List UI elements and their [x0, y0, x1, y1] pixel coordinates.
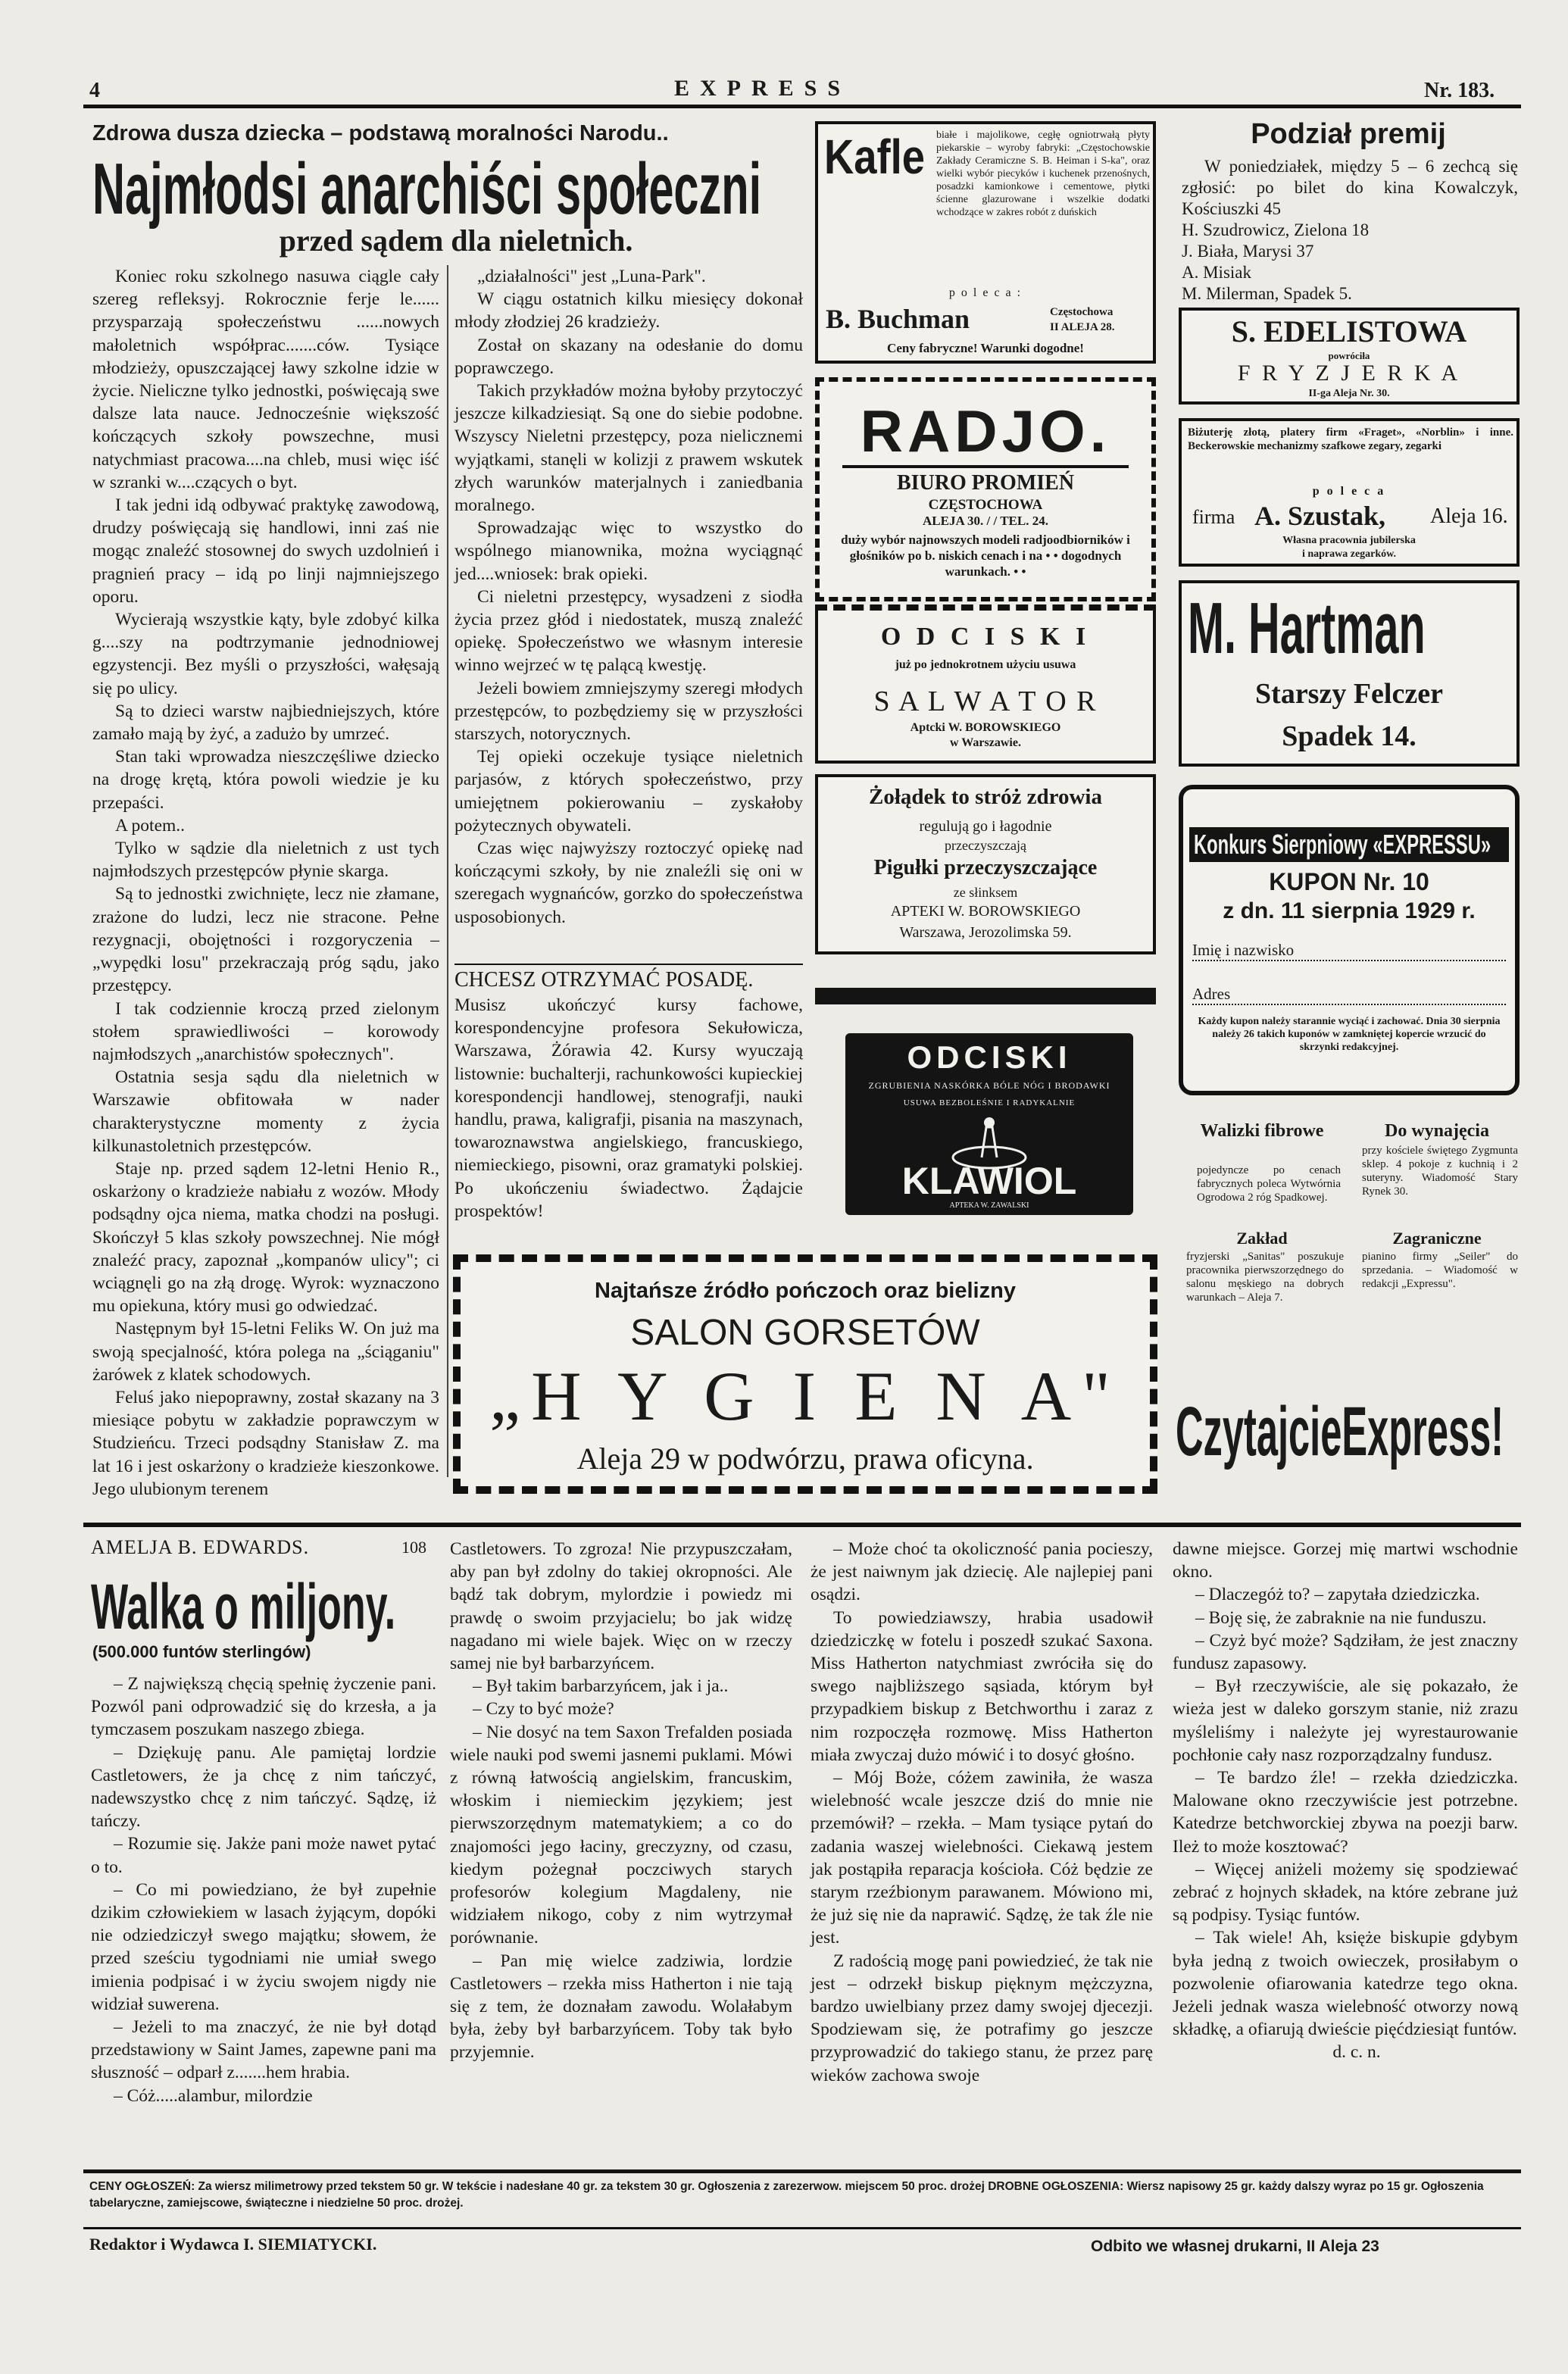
serial-continued: d. c. n. — [1332, 2042, 1381, 2063]
serial-paragraph: – Co mi powiedziano, że był zupełnie dzikim człowiekiem w lasach żyjącym, dopóki nie odziedziczył swego majątku; słowem, że przed sześciu tygodniami nie umiał swego imienia podpisać i w życiu swojem nigdy nie widział suwerena. — [91, 1879, 436, 2014]
story-paragraph: Wycierają wszystkie kąty, byle zdobyć kilka g....szy na podtrzymanie jednodniowej egzystencji. Bez myśli o przyszłości, wałęsają się po ulicy. — [92, 610, 439, 698]
ad-radjo-firm: BIURO PROMIEŃ — [896, 471, 1075, 495]
serial-paragraph: – Jeżeli to ma znaczyć, że nie był dotąd przedstawiony w Saint James, zapewne pani ma słuszność – odparł z.......hem hrabia. — [91, 2017, 436, 2083]
czytajcie-wrap — [1176, 1394, 1523, 1470]
ad-zagraniczne-title: Zagraniczne — [1392, 1229, 1482, 1248]
serial-author: AMELJA B. EDWARDS. — [91, 1536, 310, 1558]
story-paragraph: Został on skazany na odesłanie do domu poprawczego. — [454, 335, 803, 378]
notice-posada-text — [454, 994, 803, 1221]
ad-salwator-line: już po jednokrotnem użyciu usuwa — [895, 658, 1076, 671]
column-rule — [447, 265, 448, 1477]
ad-radjo-text: duży wybór najnowszych modeli radjoodbiorników i głośników po b. niskich cenach i na • • dogodnych warunkach. • • — [841, 533, 1130, 579]
serial-paragraph: dawne miejsce. Gorzej mię martwi wschodnie okno. — [1173, 1539, 1518, 1582]
premie-entry: M. Milerman, Spadek 5. — [1182, 284, 1352, 303]
ad-szustak-foot1: Własna pracownia jubilerska — [1282, 535, 1416, 546]
serial-title-wrap — [91, 1573, 439, 1641]
story-column-1 — [92, 265, 439, 1499]
ad-hygiena-salon: SALON GORSETÓW — [630, 1313, 980, 1353]
ad-pigulki-l3: ze słinksem — [953, 885, 1018, 900]
story-paragraph: Sprowadzając więc to wszystko do wspólnego mianownika, można wyciągnąć jed....wniosek: brak opieki. — [454, 518, 803, 584]
serial-subtitle: (500.000 funtów sterlingów) — [92, 1642, 311, 1661]
ad-hygiena-addr: Aleja 29 w podwórzu, prawa oficyna. — [576, 1442, 1034, 1476]
ad-wynajecia-title: Do wynajęcia — [1385, 1121, 1489, 1141]
serial-paragraph: – Był takim barbarzyńcem, jak i ja.. — [473, 1676, 729, 1697]
premie-intro-text: W poniedziałek, między 5 – 6 zechcą się zgłosić: po bilet do kina Kowalczyk, Kościuszki 45 — [1182, 157, 1518, 218]
ad-radjo-title: RADJO. — [860, 398, 1111, 464]
ad-salwator-apt2: w Warszawie. — [950, 736, 1021, 749]
page-number: 4 — [89, 79, 100, 102]
ad-edelistowa — [1179, 308, 1520, 405]
ad-radjo-addr: ALEJA 30. / / TEL. 24. — [923, 514, 1048, 528]
ad-hartman-addr: Spadek 14. — [1282, 720, 1417, 752]
coupon-kupon: KUPON Nr. 10 — [1269, 868, 1429, 895]
story-paragraph: Są to jednostki zwichnięte, lecz nie złamane, zrażone do ludzi, lecz nie stracone. Pełne rezygnacji, obojętności i rozgoryczenia – „wypędki losu" przekraczają próg sądu, jako przestępcy. — [92, 884, 439, 996]
serial-paragraph: – Może choć ta okoliczność pania pocieszy, że jest naiwnym jak dziecię. Ale najlepiej pani osądzi. — [811, 1539, 1153, 1605]
premie-entry: H. Szudrowicz, Zielona 18 — [1182, 220, 1370, 239]
ad-walizki-text: pojedyncze po cenach fabrycznych poleca Wytwórnia Ogrodowa 2 róg Spadkowej. — [1197, 1164, 1341, 1204]
premie-title: Podział premij — [1251, 118, 1446, 150]
footer-prices: CENY OGŁOSZEŃ: Za wiersz milimetrowy przed tekstem 50 gr. W tekście i nadesłane 40 gr. za tekstem 30 gr. Ogłoszenia z zarezerwow. miejscem 50 proc. drożej DROBNE OGŁOSZENIA: Wiersz napisowy 25 gr. każdy dalszy wyraz po 15 gr. Ogłoszenia tabelaryczne, zamiejscowe, świąteczne i niedzielne 50 proc. drożej. — [89, 2180, 1484, 2210]
masthead: EXPRESS — [674, 76, 851, 101]
ad-klawiol-arc: ZGRUBIENIA NASKÓRKA BÓLE NÓG I BRODAWKI — [868, 1080, 1110, 1091]
coupon-date: z dn. 11 sierpnia 1929 r. — [1223, 898, 1476, 923]
serial-column-1 — [91, 1673, 436, 2157]
footer-rule — [83, 2169, 1521, 2173]
ad-klawiol-top: ODCISKI — [907, 1039, 1072, 1075]
serial-episode: 108 — [401, 1538, 426, 1557]
footer-editor: Redaktor i Wydawca I. SIEMIATYCKI. — [89, 2235, 377, 2254]
ad-walizki-title: Walizki fibrowe — [1200, 1121, 1324, 1141]
serial-column-3 — [811, 1538, 1153, 2157]
ad-hygiena — [453, 1254, 1157, 1494]
ad-radjo — [815, 377, 1156, 601]
premie-entry: A. Misiak — [1182, 263, 1251, 282]
ad-kafle-title: Kafle — [824, 130, 926, 184]
ad-edelistowa-name: S. EDELISTOWA — [1231, 314, 1467, 348]
serial-title: Walka o miljony. — [91, 1571, 396, 1642]
ad-salwator-title: O D C I S K I — [880, 623, 1091, 651]
ad-kafle-poleca: p o l e c a : — [948, 286, 1023, 299]
ad-kafle — [815, 121, 1156, 364]
serial-column-4 — [1173, 1538, 1518, 2157]
serial-paragraph: – Cóż.....alambur, milordzie — [114, 2085, 313, 2106]
ad-hartman-name-wrap — [1188, 588, 1513, 669]
ad-klawiol — [845, 1033, 1133, 1215]
ad-salwator — [815, 604, 1156, 764]
story-paragraph: Staje np. przed sądem 12-letni Henio R., oskarżony o kradzieże nabiału z wozów. Młody podsądny ojca niema, matka chodzi na posługi. Skończył 5 klas szkoły powszechnej. Nie mógł znaleźć pracy, zapoznał „kompanów ulicy"; ci wciągnęli go na złą drogę. Wyrok: wyznaczono mu opiekuna, który musi go odwiedzać. — [92, 1158, 439, 1317]
story-paragraph: Jeżeli bowiem zmniejszymy szeregi młodych przestępców, to pozbędziemy się w przyszłości starszych, notorycznych. — [454, 678, 803, 745]
ad-pigulki-l4: APTEKI W. BOROWSKIEGO — [890, 903, 1081, 920]
serial-paragraph: – Pan mię wielce zadziwia, lordzie Castletowers – rzekła miss Hatherton i nie tają się z tem, że doznałam zawodu. Wolałabym była, żeby był barbarzyńcem. Toby tak było przyjemnie. — [450, 1951, 792, 2063]
ad-szustak-addr: Aleja 16. — [1430, 504, 1508, 528]
coupon-note: Każdy kupon należy starannie wyciąć i zachować. Dnia 30 sierpnia należy 26 takich kuponów w zamkniętej kopercie wrzucić do skrzynki redakcyjnej. — [1198, 1016, 1501, 1053]
serial-paragraph: – Czy to być może? — [473, 1699, 614, 1720]
ad-hartman-title: Starszy Felczer — [1255, 678, 1443, 710]
ad-pigulki-l2: przeczyszczają — [945, 838, 1026, 853]
story-headline-wrap — [92, 150, 820, 233]
serial-paragraph: – Nie dosyć na tem Saxon Trefalden posiada wiele nauki pod swemi jasnemi puklami. Mówi z równą łatwością angielskim, francuskim, włoskim i niemieckim językiem; jest pierwszorzędnym matematykiem; a co do znajomości jego łaciny, greczyzny, od czasu, kiedym pożegnał poczciwych starych profesorów kolegium Magdaleny, nie widziałem nikogo, coby z nim wytrzymał porównanie. — [450, 1722, 792, 1948]
serial-paragraph: – Z największą chęcią spełnię życzenie pani. Pozwól pani odprowadzić się do krzesła, a ja tymczasem poszukam naszego zbiega. — [91, 1674, 436, 1740]
ad-salwator-apt1: Aptcki W. BOROWSKIEGO — [910, 721, 1061, 734]
coupon-banner: Konkurs Sierpniowy «EXPRESSU» — [1194, 829, 1491, 860]
story-paragraph: Feluś jako niepoprawny, został skazany na 3 miesiące pobytu w zakładzie poprawczym w Studzieńcu. Trzeci podsądny Stanisław Z. ma lat 16 i jest oskarżony o kradzieże kieszonkowe. Jego ulubionym terenem — [92, 1387, 439, 1499]
coupon — [1179, 785, 1520, 1095]
serial-paragraph: – Dlaczegóż to? – zapytała dziedziczka. — [1195, 1585, 1480, 1605]
serial-paragraph: – Więcej aniżeli możemy się spodziewać zebrać z hojnych składek, na które zebrane już są podpisy. Tysiąc funtów. — [1173, 1859, 1518, 1926]
story-paragraph: Tylko w sądzie dla nieletnich z ust tych najmłodszych przestępców płynie skarga. — [92, 839, 439, 882]
ad-zagraniczne-text: pianino firmy „Seiler" do sprzedania. – Wiadomość w redakcji „Expressu". — [1362, 1251, 1518, 1290]
serial-paragraph: – Te bardzo źle! – rzekła dziedziczka. Malowane okno rzeczywiście jest potrzebne. Katedrze betchworckiej zbywa na poezji barw. Ileż to może kosztować? — [1173, 1768, 1518, 1857]
ad-pigulki-name: Pigułki przeczyszczające — [873, 856, 1098, 879]
story-paragraph: Następnym był 15-letni Feliks W. On już ma swoją specjalność, która polega na „ściąganiu" żarówek z klatek schodowych. — [92, 1319, 439, 1385]
serial-paragraph: Z radością mogę pani powiedzieć, że tak nie jest – odrzekł biskup pięknym mężczyzna, bardzo uwielbiany przez damy swojej djecezji. Spodziewam się, że potrafimy go jeszcze przyprowadzić do takiego stanu, że przez parę wieków zachowa swoje — [811, 1951, 1153, 2085]
ad-hartman-name: M. Hartman — [1188, 588, 1426, 669]
footer-rule-2 — [83, 2227, 1521, 2229]
ad-zaklad-text: fryzjerski „Sanitas" poszukuje pracownika pierwszorzędnego do salonu męskiego na dobrych warunkach – Aleja 7. — [1186, 1251, 1344, 1304]
ad-szustak-foot2: i naprawa zegarków. — [1301, 548, 1397, 560]
serial-paragraph: – Czyż być może? Sądziłam, że jest znaczny fundusz zapasowy. — [1173, 1630, 1518, 1674]
ad-klawiol-name: KLAWIOL — [901, 1160, 1077, 1202]
serial-paragraph: – Był rzeczywiście, ale się pokazało, że wieża jest w daleko gorszym stanie, niż zrazu myśleliśmy i należyte jej wyrestaurowanie pochłonie cały nasz rozporządzalny fundusz. — [1173, 1676, 1518, 1765]
story-paragraph: Tej opieki oczekuje tysiące nieletnich parjasów, z których społeczeństwo, przy umiejętnem pokierowaniu – zyskałoby pożytecznych obywateli. — [454, 747, 803, 836]
coupon-banner-bar — [1189, 827, 1509, 862]
coupon-address-field[interactable]: Adres — [1192, 985, 1506, 1005]
ad-pigulki-l5: Warszawa, Jerozolimska 59. — [899, 924, 1072, 941]
header-rule — [83, 105, 1521, 108]
story-paragraph: Stan taki wprowadza nieszczęśliwe dziecko na drogę krętą, która powoli wiedzie je ku przepaści. — [92, 747, 439, 813]
premie-intro — [1182, 156, 1518, 220]
serial-paragraph: – Mój Boże, cóżem zawiniła, że wasza wielebność wcale jeszcze dziś do mnie nie przemówił? – rzekła. – Mam tysiące pytań do zadania waszej wielebności. Ciekawą jestem jak postąpiła reparacja kościoła. Cóż będzie ze starym rzeźbionym parawanem. Mówiono mi, że już się nie da naprawić. Sądzę, że tak źle nie jest. — [811, 1768, 1153, 1948]
notice-rule — [454, 964, 803, 965]
ad-radjo-rule — [842, 465, 1129, 468]
ad-hygiena-top: Najtańsze źródło pończoch oraz bielizny — [595, 1279, 1016, 1303]
story-paragraph: Takich przykładów można byłoby przytoczyć jeszcze kilkadziesiąt. Są one do siebie podobne. Wszyscy Nieletni przestępcy, poza nielicznemi wyjątkami, stanęli w kolizji z prawem wskutek złych warunków materjalnych i zaniedbania moralnego. — [454, 381, 803, 516]
footer-printer: Odbito we własnej drukarni, II Aleja 23 — [1091, 2238, 1379, 2255]
story-paragraph: I tak jedni idą odbywać praktykę zawodową, drudzy poświęcają się handlowi, inni zaś nie mogąc znaleźć stosownej do swych uzdolnień i pragnień pracy – idą po linji najmniejszego oporu. — [92, 495, 439, 607]
ad-kafle-addr2: II ALEJA 28. — [1050, 321, 1115, 333]
serial-column-2 — [450, 1538, 792, 2157]
ad-szustak-text: Biżuterję złotą, platery firm «Fraget», «Norblin» i inne. Beckerowskie mechanizmy szafkowe zegary, zegarki — [1188, 426, 1513, 452]
ad-edelistowa-sub: powróciła — [1328, 350, 1370, 361]
coupon-name-field[interactable]: Imię i nazwisko — [1192, 941, 1506, 961]
story-paragraph: W ciągu ostatnich kilku miesięcy dokonał młody złodziej 26 kradzieży. — [454, 289, 803, 333]
serial-top-rule — [83, 1523, 1521, 1527]
story-paragraph: I tak codziennie kroczą przed zielonym stołem sprawiedliwości – korowody najmłodszych „anarchistów społecznych". — [92, 998, 439, 1064]
serial-paragraph: – Boję się, że zabraknie na nie funduszu. — [1195, 1607, 1487, 1628]
ad-szustak-name: A. Szustak, — [1254, 501, 1386, 531]
ad-szustak-firm: firma — [1192, 506, 1235, 528]
ad-hygiena-name: „H Y G I E N A" — [489, 1357, 1121, 1435]
story-paragraph: A potem.. — [115, 815, 186, 836]
notice-posada-body: Musisz ukończyć kursy fachowe, korespondencyjne profesora Sekułowicza, Warszawa, Żórawia 42. Kursy wyuczają listownie: buchalterji, rachunkowości kupieckiej korespondencji handlowej, stenografji, nauki handlu, prawa, kaligrafji, pisania na maszynach, towaroznawstwa angielskiego, francuskiego, niemieckiego, pisowni, oraz gramatyki polskiej. Po ukończeniu świadectwo. Żądajcie prospektów! — [454, 995, 803, 1221]
ad-salwator-name: S A L W A T O R — [873, 686, 1098, 717]
serial-paragraph: – Rozumie się. Jakże pani może nawet pytać o to. — [91, 1834, 436, 1877]
ad-hartman — [1179, 580, 1520, 767]
serial-paragraph: – Dziękuję panu. Ale pamiętaj lordzie Castletowers, że ja chcę z nim tańczyć, nadewszystko chcę z nim tańczyć. Sądzę, iż tańczy. — [91, 1742, 436, 1832]
notice-posada-title: CHCESZ OTRZYMAĆ POSADĘ. — [454, 968, 754, 992]
story-paragraph: Są to dzieci warstw najbiedniejszych, które zamało mają by żyć, a zadużo by umrzeć. — [92, 701, 439, 745]
story-paragraph: Ostatnia sesja sądu dla nieletnich w Warszawie obfitowała w nader charakterystyczne momenty z życia kilkunastoletnich przestępców. — [92, 1067, 439, 1156]
ad-pigulki — [815, 774, 1156, 954]
story-paragraph: Ci nieletni przestępcy, wysadzeni z siodła życia przez głód i niedostatek, muszą znaleźć opiekę. Społeczeństwo we własnym interesie winno wejrzeć w tę palącą kwestję. — [454, 586, 803, 676]
czytajcie-express: CzytajcieExpress! — [1176, 1393, 1504, 1470]
story-paragraph: „działalności" jest „Luna-Park". — [477, 267, 706, 286]
issue-number: Nr. 183. — [1424, 79, 1495, 102]
ad-klawiol-mid: USUWA BEZBOLEŚNIE I RADYKALNIE — [903, 1098, 1076, 1107]
ad-szustak — [1179, 418, 1520, 567]
ad-wynajecia-text: przy kościele świętego Zygmunta sklep. 4 pokoje z kuchnią i 2 suteryny. Wiadomość Stary Rynek 30. — [1362, 1145, 1518, 1198]
ad-klawiol-sub: APTEKA W. ZAWALSKI — [949, 1201, 1029, 1210]
premie-list — [1182, 220, 1518, 305]
ad-kafle-desc: białe i majolikowe, cegłę ogniotrwałą płyty piekarskie – wyroby fabryki: „Częstochowskie Zakłady Ceramiczne S. B. Heiman i S-ka", oraz wielki wybór piecyków i kuchenek przenośnych, posadzki kamionkowe i cementowe, płytki ścienne glazurowane i wszelkie dodatki wchodzące w zakres robót z duńskich — [936, 130, 1150, 218]
story-column-2 — [454, 265, 803, 932]
serial-paragraph: To powiedziawszy, hrabia usadowił dziedziczkę w fotelu i poszedł szukać Saxona. Miss Hatherton natychmiast zwróciła się do swego najbliższego sąsiada, którym był przypadkiem biskup z Betchworthu i zaraz z nim rozpoczęła rozmowę. Miss Hatherton miała zwyczaj dużo mówić i to dosyć głośno. — [811, 1607, 1153, 1765]
ad-zaklad-title: Zakład — [1236, 1229, 1288, 1248]
ad-kafle-addr1: Częstochowa — [1050, 306, 1114, 318]
serial-paragraph: – Tak wiele! Ah, księże biskupie gdybym była jedną z twoich owieczek, prosiłabym o pozwolenie ofiarowania katedrze tego okna. Jeżeli jednak wasza wielebność otworzy nową składkę, a ofiarują dwieście pięćdziesiąt funtów. — [1173, 1928, 1518, 2040]
story-subhead: przed sądem dla nieletnich. — [279, 223, 633, 258]
story-paragraph: Koniec roku szkolnego nasuwa ciągle cały szereg refleksyj. Rokrocznie ferje le...... przysparzają społeczeństwu ......nowych małoletnich współprac.......ców. Tysiące młodzieży, opuszczającej ławy szkolne idzie w życie. Nieliczne tylko jednostki, poświęcają swe dalsze lata nauce. Jednocześnie większość kończących szkoły powszechne, musi natychmiast pracowa....na chleb, musi więc iść w szranki w....czących o byt. — [92, 267, 439, 492]
premie-entry: J. Biała, Marysi 37 — [1182, 242, 1314, 261]
ad-edelistowa-trade: F R Y Z J E R K A — [1237, 361, 1461, 386]
ad-kafle-firm: B. Buchman — [826, 304, 970, 334]
story-kicker: Zdrowa dusza dziecka – podstawą moralności Narodu.. — [92, 121, 669, 145]
ad-klawiol-topbar — [815, 988, 1156, 1004]
ad-edelistowa-addr: II-ga Aleja Nr. 30. — [1308, 388, 1390, 399]
story-headline: Najmłodsi anarchiści społeczni — [92, 148, 762, 230]
ad-szustak-poleca: p o l e c a — [1312, 485, 1386, 498]
ad-radjo-city: CZĘSTOCHOWA — [928, 497, 1043, 513]
ad-pigulki-title: Żołądek to stróż zdrowia — [869, 785, 1102, 809]
serial-paragraph: Castletowers. To zgroza! Nie przypuszczałam, aby pan był zdolny do takiej okropności. Ale bądź tak dobrym, mylordzie i powiedz mi prawdę o swoim przyjacielu; bo jak widzę nagadano mi wiele bajek. Więc on w rzeczy samej nie był barbarzyńcem. — [450, 1539, 792, 1674]
ad-kafle-footer: Ceny fabryczne! Warunki dogodne! — [887, 341, 1084, 355]
story-paragraph: Czas więc najwyższy roztoczyć opiekę nad kończącymi szkoły, by nie znaleźli się oni w szeregach wygnańców, gorzko do społeczeństwa usposobionych. — [454, 839, 803, 927]
ad-pigulki-l1: regulują go i łagodnie — [919, 818, 1052, 835]
